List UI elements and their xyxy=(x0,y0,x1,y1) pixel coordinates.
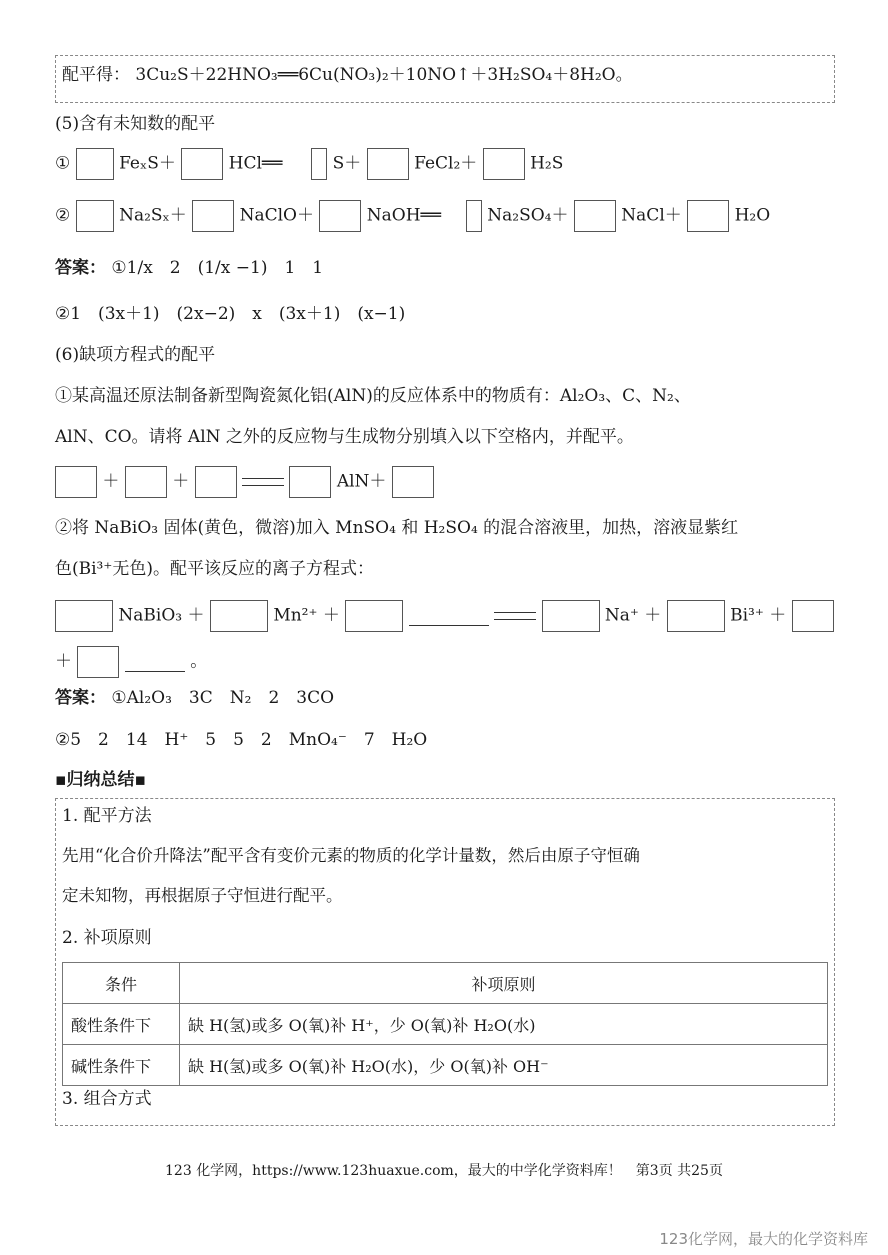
sec5-q2-num: ② xyxy=(55,205,71,226)
sec6-title: (6)缺项方程式的配平 xyxy=(55,345,216,365)
supplement-rules-table xyxy=(62,962,828,1086)
blank-box[interactable] xyxy=(192,200,234,232)
sec5-title: (5)含有未知数的配平 xyxy=(55,114,216,134)
blank-box[interactable] xyxy=(181,148,223,180)
sec6-answer-2: ②5 2 14 H⁺ 5 5 2 MnO₄⁻ 7 H₂O xyxy=(55,730,428,750)
table-cell: 缺 H(氢)或多 O(氧)补 H₂O(水)，少 O(氧)补 OH⁻ xyxy=(180,1045,828,1086)
sec5-ans1-text: ①1/x 2 (1/x −1) 1 1 xyxy=(111,258,324,278)
table-cell: 缺 H(氢)或多 O(氧)补 H⁺，少 O(氧)补 H₂O(水) xyxy=(180,1004,828,1045)
sec6-q1-line2: AlN、CO。请将 AlN 之外的反应物与生成物分别填入以下空格内，并配平。 xyxy=(55,427,634,447)
top-box-content xyxy=(62,63,633,87)
sec5-q2-t4: Na₂SO₄＋ xyxy=(487,205,569,226)
table-header-row xyxy=(63,963,828,1004)
sec6-answer-1 xyxy=(55,686,334,710)
answer-label: 答案： xyxy=(55,688,106,708)
equals-sign xyxy=(242,478,284,486)
page-footer: 123 化学网，https://www.123huaxue.com，最大的中学化学资料库！ 第3页 共25页 xyxy=(165,1163,723,1179)
table-row xyxy=(63,1045,828,1086)
table-cell: 碱性条件下 xyxy=(63,1045,180,1086)
blank-line[interactable] xyxy=(125,653,185,672)
blank-box[interactable] xyxy=(792,600,834,632)
sec5-q1-num: ① xyxy=(55,153,71,174)
blank-box[interactable] xyxy=(289,466,331,498)
answer-label: 答案： xyxy=(55,258,106,278)
sec6-q2-t2: Mn²⁺ ＋ xyxy=(273,605,340,626)
sec5-q1-t1: FeₓS＋ xyxy=(119,153,176,174)
top-box-equation: 3Cu₂S＋22HNO₃══6Cu(NO₃)₂＋10NO↑＋3H₂SO₄＋8H₂O。 xyxy=(135,65,633,85)
top-box-label: 配平得： xyxy=(62,65,130,85)
sec5-q2-t2: NaClO＋ xyxy=(239,205,314,226)
blank-box[interactable] xyxy=(367,148,409,180)
blank-box[interactable] xyxy=(311,148,327,180)
table-header-cell: 条件 xyxy=(63,963,180,1004)
blank-box[interactable] xyxy=(574,200,616,232)
blank-line[interactable] xyxy=(409,607,489,626)
summary-s3-title: 3. 组合方式 xyxy=(62,1089,152,1109)
blank-box[interactable] xyxy=(392,466,434,498)
plus-sign: ＋ xyxy=(102,471,120,492)
blank-box[interactable] xyxy=(125,466,167,498)
equals-sign xyxy=(494,612,536,620)
sec5-q2-t5: NaCl＋ xyxy=(621,205,682,226)
table-header-cell: 补项原则 xyxy=(180,963,828,1004)
sec5-q1-t3: S＋ xyxy=(332,153,362,174)
blank-box[interactable] xyxy=(345,600,403,632)
sec5-q2-t1: Na₂Sₓ＋ xyxy=(119,205,187,226)
summary-s1-title: 1. 配平方法 xyxy=(62,806,152,826)
sec6-q2-t4: Bi³⁺ ＋ xyxy=(730,605,787,626)
blank-box[interactable] xyxy=(542,600,600,632)
sec5-q1-t2: HCl══ xyxy=(228,153,283,174)
table-cell: 酸性条件下 xyxy=(63,1004,180,1045)
summary-s1-line1: 先用“化合价升降法”配平含有变价元素的物质的化学计量数，然后由原子守恒确 xyxy=(62,846,640,865)
sec6-q2-line2: 色(Bi³⁺无色)。配平该反应的离子方程式： xyxy=(55,559,374,579)
summary-s2-title: 2. 补项原则 xyxy=(62,928,152,948)
sec6-q2-equation-cont xyxy=(55,646,207,678)
sec6-q2-end: 。 xyxy=(190,651,208,672)
blank-box[interactable] xyxy=(76,148,114,180)
blank-box[interactable] xyxy=(55,466,97,498)
blank-box[interactable] xyxy=(466,200,482,232)
sec6-q1-equation xyxy=(55,466,434,498)
sec6-q1-aln: AlN＋ xyxy=(336,471,387,492)
plus-sign: ＋ xyxy=(172,471,190,492)
sec5-answer-2: ②1 (3x＋1) (2x−2) x (3x＋1) (x−1) xyxy=(55,304,406,324)
blank-box[interactable] xyxy=(77,646,119,678)
sec5-q2-t6: H₂O xyxy=(734,205,771,226)
blank-box[interactable] xyxy=(483,148,525,180)
blank-box[interactable] xyxy=(319,200,361,232)
sec6-q1-line1: ①某高温还原法制备新型陶瓷氮化铝(AlN)的反应体系中的物质有：Al₂O₃、C、N₂、 xyxy=(55,386,691,406)
sec6-ans1-text: ①Al₂O₃ 3C N₂ 2 3CO xyxy=(111,688,335,708)
summary-s1-line2: 定未知物，再根据原子守恒进行配平。 xyxy=(62,886,343,905)
sec5-answer-1 xyxy=(55,256,323,280)
summary-heading: ▪归纳总结▪ xyxy=(55,770,147,790)
watermark: 123化学网，最大的化学资料库 xyxy=(659,1230,868,1248)
table-row xyxy=(63,1004,828,1045)
blank-box[interactable] xyxy=(76,200,114,232)
sec5-q1-t4: FeCl₂＋ xyxy=(414,153,478,174)
blank-box[interactable] xyxy=(195,466,237,498)
blank-box[interactable] xyxy=(55,600,113,632)
blank-box[interactable] xyxy=(210,600,268,632)
sec6-q2-t1: NaBiO₃ ＋ xyxy=(118,605,205,626)
sec5-q2-t3: NaOH══ xyxy=(366,205,442,226)
sec5-q2 xyxy=(55,200,770,232)
blank-box[interactable] xyxy=(687,200,729,232)
sec6-q2-t3: Na⁺ ＋ xyxy=(604,605,662,626)
plus-sign: ＋ xyxy=(55,651,72,672)
sec5-q1 xyxy=(55,148,563,180)
blank-box[interactable] xyxy=(667,600,725,632)
sec6-q2-equation xyxy=(55,600,834,632)
sec6-q2-line1: ②将 NaBiO₃ 固体(黄色，微溶)加入 MnSO₄ 和 H₂SO₄ 的混合溶液里，加热，溶液显紫红 xyxy=(55,518,739,538)
sec5-q1-t5: H₂S xyxy=(530,153,564,174)
